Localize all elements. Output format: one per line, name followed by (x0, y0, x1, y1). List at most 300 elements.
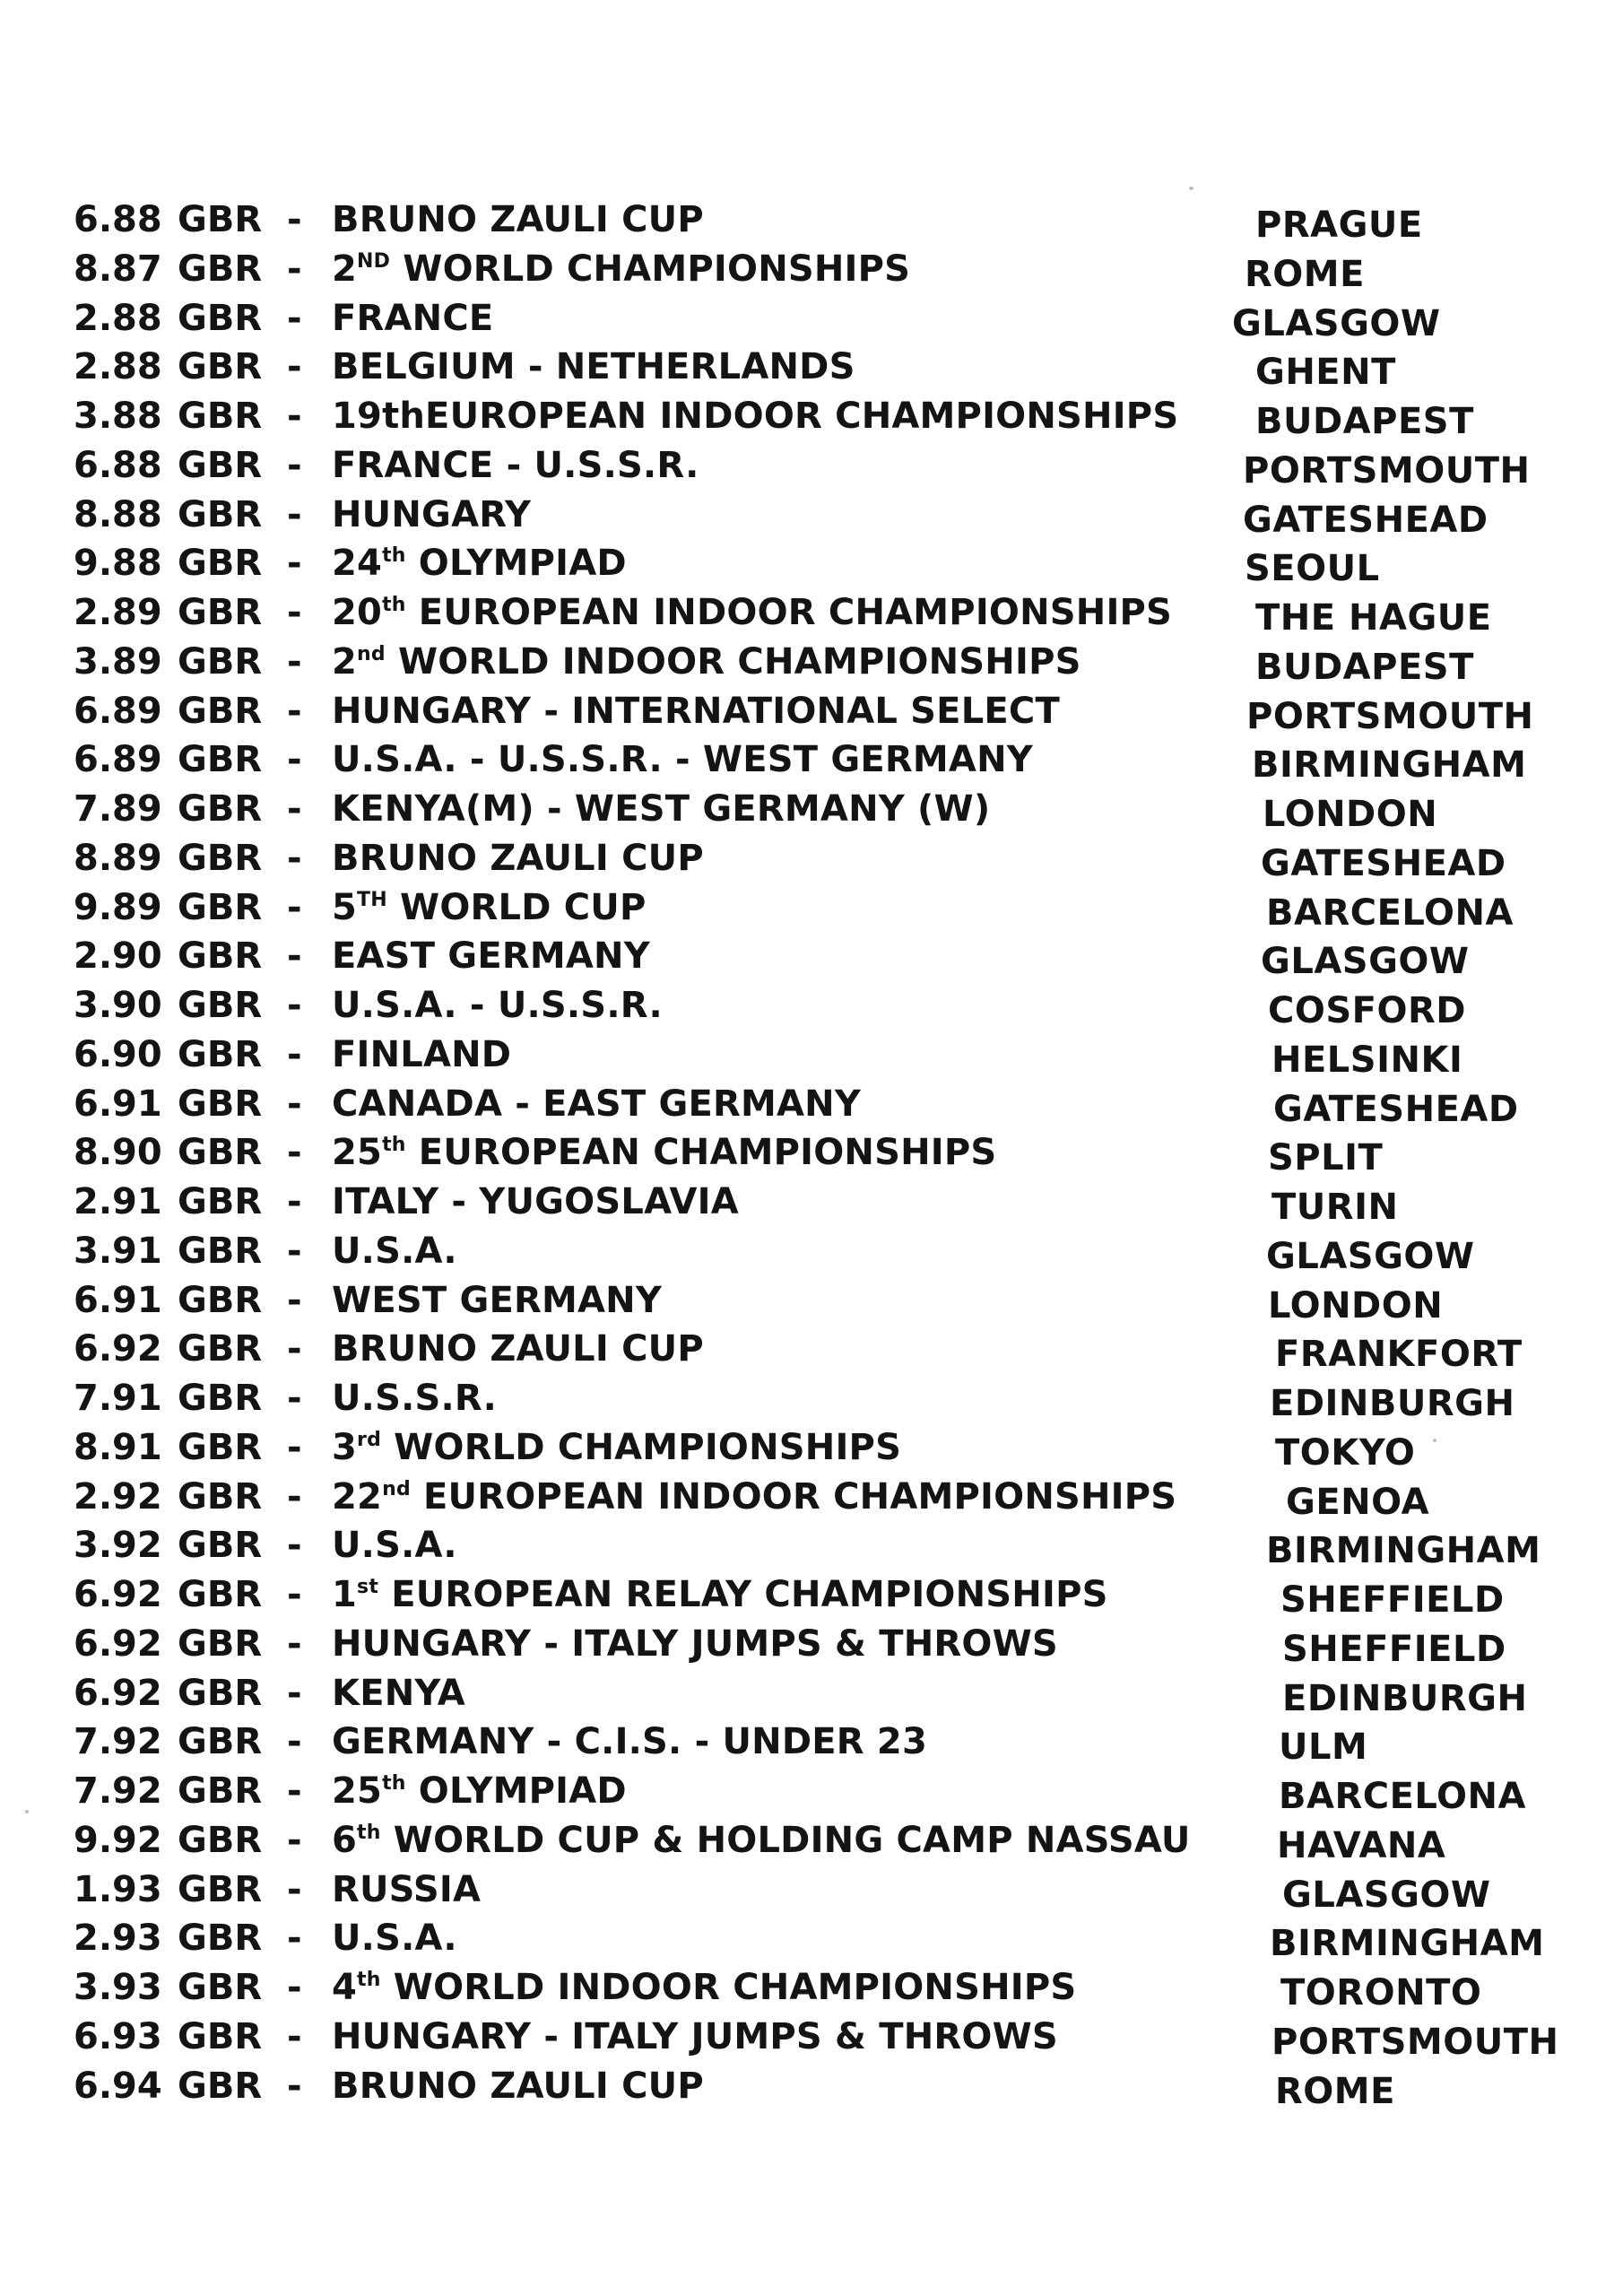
event-text: KENYA (332, 1672, 465, 1714)
country-cell: GBR (178, 1083, 263, 1125)
list-item (74, 1276, 1562, 1326)
country-cell: GBR (178, 1181, 263, 1222)
venue-cell: EDINBURGH (1282, 1677, 1528, 1719)
country-cell: GBR (178, 493, 263, 535)
event-cell (332, 1031, 511, 1079)
country-cell: GBR (178, 886, 263, 928)
event-text: 2 (332, 248, 358, 290)
event-cell (332, 392, 1178, 440)
venue-cell: ROME (1245, 253, 1365, 295)
separator-dash: - (287, 1868, 302, 1910)
event-cell (332, 1128, 996, 1177)
event-text: HUNGARY - ITALY JUMPS & THROWS (332, 1622, 1058, 1665)
list-item (74, 588, 1562, 638)
separator-dash: - (287, 2015, 302, 2057)
date-cell: 6.92 (74, 1574, 162, 1615)
event-text: U.S.A. (332, 1525, 457, 1567)
venue-cell: BARCELONA (1266, 891, 1514, 934)
event-cell (332, 1080, 861, 1128)
list-item (74, 1227, 1562, 1276)
date-cell: 3.91 (74, 1230, 162, 1272)
event-cell (332, 981, 663, 1030)
separator-dash: - (287, 444, 302, 486)
country-cell: GBR (178, 1574, 263, 1615)
date-cell: 6.93 (74, 2015, 162, 2057)
venue-cell: SHEFFIELD (1280, 1579, 1505, 1621)
event-cell (332, 343, 855, 391)
country-cell: GBR (178, 640, 263, 683)
separator-dash: - (287, 690, 302, 732)
event-cell (332, 539, 627, 587)
venue-cell: BIRMINGHAM (1270, 1923, 1545, 1965)
event-cell (332, 932, 650, 980)
event-text: 25 (332, 1770, 383, 1812)
separator-dash: - (287, 935, 302, 978)
list-item (74, 1718, 1562, 1767)
country-cell: GBR (178, 739, 263, 781)
event-cell (332, 1276, 662, 1325)
country-cell: GBR (178, 690, 263, 732)
date-cell: 2.92 (74, 1475, 162, 1518)
venue-cell: EDINBURGH (1270, 1383, 1515, 1424)
venue-cell: TORONTO (1280, 1972, 1482, 2013)
list-item (74, 196, 1562, 245)
separator-dash: - (287, 985, 302, 1026)
event-text: ITALY - YUGOSLAVIA (332, 1181, 739, 1222)
country-cell: GBR (178, 444, 263, 486)
event-text: GERMANY - C.I.S. - UNDER 23 (332, 1721, 927, 1763)
event-text: HUNGARY - INTERNATIONAL SELECT (332, 690, 1060, 732)
list-item (74, 1080, 1562, 1129)
date-cell: 8.90 (74, 1132, 162, 1174)
separator-dash: - (287, 248, 302, 290)
event-cell (332, 1866, 481, 1914)
event-text: 25 (332, 1132, 383, 1174)
list-item (74, 441, 1562, 491)
country-cell: GBR (178, 1475, 263, 1518)
list-item (74, 491, 1562, 540)
event-text: BELGIUM - NETHERLANDS (332, 346, 855, 388)
event-cell (332, 834, 704, 883)
venue-cell: LONDON (1268, 1284, 1444, 1326)
list-item (74, 1423, 1562, 1473)
separator-dash: - (287, 837, 302, 879)
venue-cell: TURIN (1271, 1187, 1399, 1228)
separator-dash: - (287, 1083, 302, 1125)
ordinal-suffix: th (382, 1772, 406, 1795)
event-text: WORLD INDOOR CHAMPIONSHIPS (380, 1967, 1077, 2008)
list-item (74, 2013, 1562, 2062)
date-cell: 6.91 (74, 1083, 162, 1125)
event-text: WORLD CHAMPIONSHIPS (381, 1426, 902, 1468)
event-text: FRANCE (332, 297, 494, 339)
separator-dash: - (287, 1279, 302, 1321)
venue-cell: SEOUL (1245, 548, 1380, 590)
list-item (74, 1816, 1562, 1866)
venue-cell: PRAGUE (1255, 204, 1423, 246)
list-item (74, 2062, 1562, 2111)
event-text: U.S.A. (332, 1918, 457, 1960)
separator-dash: - (287, 592, 302, 633)
event-text: WEST GERMANY (332, 1279, 663, 1321)
event-cell (332, 2013, 1058, 2061)
event-text: FRANCE - U.S.S.R. (332, 444, 699, 486)
separator-dash: - (287, 1967, 302, 2008)
event-text: EAST GERMANY (332, 935, 650, 978)
list-item (74, 1128, 1562, 1178)
event-text: BRUNO ZAULI CUP (332, 1328, 704, 1370)
list-item (74, 343, 1562, 392)
event-cell (332, 1374, 497, 1422)
separator-dash: - (287, 1819, 302, 1861)
event-text: 24 (332, 543, 383, 585)
separator-dash: - (287, 2065, 302, 2107)
list-item (74, 245, 1562, 294)
country-cell: GBR (178, 1033, 263, 1075)
event-cell (332, 1521, 457, 1570)
list-item (74, 1914, 1562, 1963)
venue-cell: BIRMINGHAM (1252, 744, 1527, 787)
event-text: 6 (332, 1819, 358, 1861)
date-cell: 2.91 (74, 1181, 162, 1222)
event-text: HUNGARY (332, 493, 532, 535)
event-cell (332, 735, 1033, 784)
event-text: U.S.A. - U.S.S.R. (332, 985, 663, 1026)
separator-dash: - (287, 199, 302, 240)
venue-cell: SPLIT (1268, 1137, 1384, 1179)
date-cell: 6.94 (74, 2065, 162, 2107)
country-cell: GBR (178, 1525, 263, 1567)
country-cell: GBR (178, 1672, 263, 1714)
event-text: 1 (332, 1574, 358, 1615)
list-item (74, 1669, 1562, 1718)
event-cell (332, 1423, 901, 1472)
event-cell (332, 1669, 465, 1718)
scan-speck (1433, 1439, 1436, 1442)
list-item (74, 638, 1562, 687)
date-cell: 8.87 (74, 248, 162, 290)
event-cell (332, 491, 531, 539)
venue-cell: PORTSMOUTH (1246, 695, 1534, 737)
separator-dash: - (287, 1574, 302, 1615)
ordinal-suffix: th (357, 1821, 381, 1844)
venue-cell: PORTSMOUTH (1271, 2021, 1559, 2063)
venue-cell: HELSINKI (1271, 1039, 1463, 1081)
date-cell: 6.88 (74, 199, 162, 240)
venue-cell: GLASGOW (1261, 941, 1470, 983)
event-text: KENYA(M) - WEST GERMANY (W) (332, 788, 991, 830)
date-cell: 6.91 (74, 1279, 162, 1321)
country-cell: GBR (178, 248, 263, 290)
separator-dash: - (287, 1328, 302, 1370)
ordinal-suffix: nd (382, 1477, 411, 1500)
venue-cell: ULM (1279, 1726, 1368, 1769)
event-cell (332, 2062, 704, 2110)
country-cell: GBR (178, 1918, 263, 1960)
separator-dash: - (287, 640, 302, 683)
separator-dash: - (287, 1230, 302, 1272)
event-text: OLYMPIAD (405, 543, 627, 585)
date-cell: 6.92 (74, 1622, 162, 1665)
event-cell (332, 638, 1081, 686)
event-cell (332, 1325, 704, 1373)
event-text: EUROPEAN CHAMPIONSHIPS (405, 1132, 997, 1174)
venue-cell: PORTSMOUTH (1243, 449, 1531, 491)
list-item (74, 1620, 1562, 1669)
ordinal-suffix: ND (357, 249, 391, 273)
country-cell: GBR (178, 1819, 263, 1861)
list-item (74, 1767, 1562, 1816)
list-item (74, 392, 1562, 441)
event-text: WORLD INDOOR CHAMPIONSHIPS (385, 640, 1081, 683)
country-cell: GBR (178, 396, 263, 437)
date-cell: 7.92 (74, 1770, 162, 1812)
country-cell: GBR (178, 1279, 263, 1321)
date-cell: 3.92 (74, 1525, 162, 1567)
ordinal-suffix: rd (357, 1428, 382, 1451)
separator-dash: - (287, 1770, 302, 1812)
event-cell (332, 785, 990, 833)
country-cell: GBR (178, 543, 263, 585)
list-item (74, 883, 1562, 933)
date-cell: 2.90 (74, 935, 162, 978)
ordinal-suffix: nd (357, 642, 386, 665)
ordinal-suffix: st (357, 1576, 379, 1598)
event-text: OLYMPIAD (405, 1770, 627, 1812)
country-cell: GBR (178, 837, 263, 879)
list-item (74, 1374, 1562, 1423)
event-text: CANADA - EAST GERMANY (332, 1083, 862, 1125)
country-cell: GBR (178, 2065, 263, 2107)
event-text: BRUNO ZAULI CUP (332, 199, 704, 240)
date-cell: 1.93 (74, 1868, 162, 1910)
date-cell: 7.89 (74, 788, 162, 830)
event-cell (332, 1570, 1108, 1619)
event-cell (332, 294, 493, 343)
venue-cell: GATESHEAD (1261, 842, 1506, 884)
list-item (74, 932, 1562, 981)
ordinal-suffix: TH (357, 888, 387, 911)
event-text: RUSSIA (332, 1868, 482, 1910)
competition-list (74, 196, 1562, 2110)
event-text: 5 (332, 886, 358, 928)
event-text: WORLD CUP (386, 886, 647, 928)
country-cell: GBR (178, 199, 263, 240)
venue-cell: GLASGOW (1266, 1235, 1475, 1277)
venue-cell: THE HAGUE (1255, 597, 1492, 639)
separator-dash: - (287, 1181, 302, 1222)
separator-dash: - (287, 493, 302, 535)
date-cell: 6.92 (74, 1328, 162, 1370)
list-item (74, 981, 1562, 1031)
date-cell: 6.88 (74, 444, 162, 486)
event-text: 22 (332, 1475, 383, 1518)
list-item (74, 1521, 1562, 1570)
date-cell: 9.88 (74, 543, 162, 585)
country-cell: GBR (178, 1328, 263, 1370)
event-text: FINLAND (332, 1033, 512, 1075)
venue-cell: GLASGOW (1232, 302, 1441, 344)
event-cell (332, 883, 647, 932)
country-cell: GBR (178, 1230, 263, 1272)
separator-dash: - (287, 1132, 302, 1174)
date-cell: 9.89 (74, 886, 162, 928)
event-cell (332, 441, 699, 490)
venue-cell: GLASGOW (1282, 1874, 1491, 1916)
country-cell: GBR (178, 1770, 263, 1812)
list-item (74, 1031, 1562, 1080)
separator-dash: - (287, 1475, 302, 1518)
ordinal-suffix: th (382, 1134, 406, 1157)
separator-dash: - (287, 1622, 302, 1665)
country-cell: GBR (178, 2015, 263, 2057)
list-item (74, 1570, 1562, 1620)
list-item (74, 539, 1562, 588)
country-cell: GBR (178, 985, 263, 1026)
separator-dash: - (287, 346, 302, 388)
country-cell: GBR (178, 1622, 263, 1665)
list-item (74, 1963, 1562, 2013)
event-cell (332, 588, 1172, 637)
event-text: WORLD CHAMPIONSHIPS (390, 248, 911, 290)
event-text: EUROPEAN RELAY CHAMPIONSHIPS (378, 1574, 1108, 1615)
separator-dash: - (287, 1721, 302, 1763)
ordinal-suffix: th (382, 594, 406, 616)
date-cell: 7.91 (74, 1378, 162, 1419)
separator-dash: - (287, 1426, 302, 1468)
date-cell: 6.90 (74, 1033, 162, 1075)
list-item (74, 1866, 1562, 1915)
venue-cell: BUDAPEST (1255, 401, 1474, 442)
venue-cell: SHEFFIELD (1282, 1628, 1506, 1670)
list-item (74, 1473, 1562, 1522)
separator-dash: - (287, 1918, 302, 1960)
separator-dash: - (287, 396, 302, 437)
country-cell: GBR (178, 1132, 263, 1174)
event-text: HUNGARY - ITALY JUMPS & THROWS (332, 2015, 1058, 2057)
date-cell: 8.89 (74, 837, 162, 879)
event-cell (332, 1816, 1191, 1865)
country-cell: GBR (178, 1378, 263, 1419)
date-cell: 6.92 (74, 1672, 162, 1714)
event-text: WORLD CUP & HOLDING CAMP NASSAU (380, 1819, 1191, 1861)
date-cell: 2.88 (74, 346, 162, 388)
country-cell: GBR (178, 1967, 263, 2008)
event-text: BRUNO ZAULI CUP (332, 837, 704, 879)
venue-cell: ROME (1275, 2070, 1395, 2112)
separator-dash: - (287, 1033, 302, 1075)
country-cell: GBR (178, 1721, 263, 1763)
event-cell (332, 1767, 627, 1815)
event-cell (332, 1963, 1076, 2012)
event-cell (332, 1473, 1176, 1521)
separator-dash: - (287, 1378, 302, 1419)
date-cell: 3.90 (74, 985, 162, 1026)
country-cell: GBR (178, 297, 263, 339)
scan-speck (1189, 187, 1193, 190)
date-cell: 2.89 (74, 592, 162, 633)
venue-cell: LONDON (1263, 794, 1438, 835)
list-item (74, 687, 1562, 736)
event-text: 4 (332, 1967, 358, 2008)
event-text: BRUNO ZAULI CUP (332, 2065, 704, 2107)
separator-dash: - (287, 1525, 302, 1567)
event-text: 2 (332, 640, 358, 683)
date-cell: 2.88 (74, 297, 162, 339)
separator-dash: - (287, 886, 302, 928)
separator-dash: - (287, 297, 302, 339)
venue-cell: GHENT (1255, 352, 1396, 394)
event-text: U.S.S.R. (332, 1378, 498, 1419)
event-text: U.S.A. (332, 1230, 457, 1272)
list-item (74, 834, 1562, 883)
ordinal-suffix: th (357, 1969, 381, 1991)
venue-cell: GATESHEAD (1243, 499, 1488, 541)
venue-cell: HAVANA (1277, 1824, 1446, 1866)
separator-dash: - (287, 739, 302, 781)
event-cell (332, 196, 704, 244)
venue-cell: TOKYO (1275, 1431, 1416, 1474)
venue-cell: BIRMINGHAM (1266, 1530, 1541, 1572)
event-text: 20 (332, 592, 383, 633)
event-cell (332, 687, 1060, 735)
venue-cell: BARCELONA (1279, 1776, 1526, 1817)
venue-cell: COSFORD (1268, 990, 1466, 1031)
event-text: EUROPEAN INDOOR CHAMPIONSHIPS (410, 1475, 1177, 1518)
venue-cell: GATESHEAD (1273, 1088, 1519, 1130)
list-item (74, 1325, 1562, 1374)
event-text: 3 (332, 1426, 358, 1468)
separator-dash: - (287, 1672, 302, 1714)
event-text: 19thEUROPEAN INDOOR CHAMPIONSHIPS (332, 396, 1179, 437)
list-item (74, 785, 1562, 834)
venue-cell: GENOA (1286, 1481, 1430, 1523)
date-cell: 3.88 (74, 396, 162, 437)
separator-dash: - (287, 788, 302, 830)
list-item (74, 735, 1562, 785)
event-cell (332, 1227, 457, 1275)
date-cell: 6.89 (74, 690, 162, 732)
date-cell: 3.89 (74, 640, 162, 683)
country-cell: GBR (178, 1426, 263, 1468)
list-item (74, 294, 1562, 344)
event-text: EUROPEAN INDOOR CHAMPIONSHIPS (405, 592, 1173, 633)
country-cell: GBR (178, 592, 263, 633)
country-cell: GBR (178, 788, 263, 830)
date-cell: 3.93 (74, 1967, 162, 2008)
date-cell: 2.93 (74, 1918, 162, 1960)
country-cell: GBR (178, 935, 263, 978)
ordinal-suffix: th (382, 544, 406, 568)
venue-cell: FRANKFORT (1275, 1334, 1523, 1376)
event-cell (332, 1178, 739, 1226)
venue-cell: BUDAPEST (1255, 646, 1474, 688)
country-cell: GBR (178, 1868, 263, 1910)
event-cell (332, 1718, 927, 1766)
date-cell: 9.92 (74, 1819, 162, 1861)
country-cell: GBR (178, 346, 263, 388)
date-cell: 6.89 (74, 739, 162, 781)
list-item (74, 1178, 1562, 1227)
scan-speck (25, 1810, 29, 1813)
date-cell: 8.91 (74, 1426, 162, 1468)
separator-dash: - (287, 543, 302, 585)
event-cell (332, 1914, 457, 1962)
event-cell (332, 1620, 1058, 1668)
date-cell: 7.92 (74, 1721, 162, 1763)
date-cell: 8.88 (74, 493, 162, 535)
event-cell (332, 245, 910, 293)
